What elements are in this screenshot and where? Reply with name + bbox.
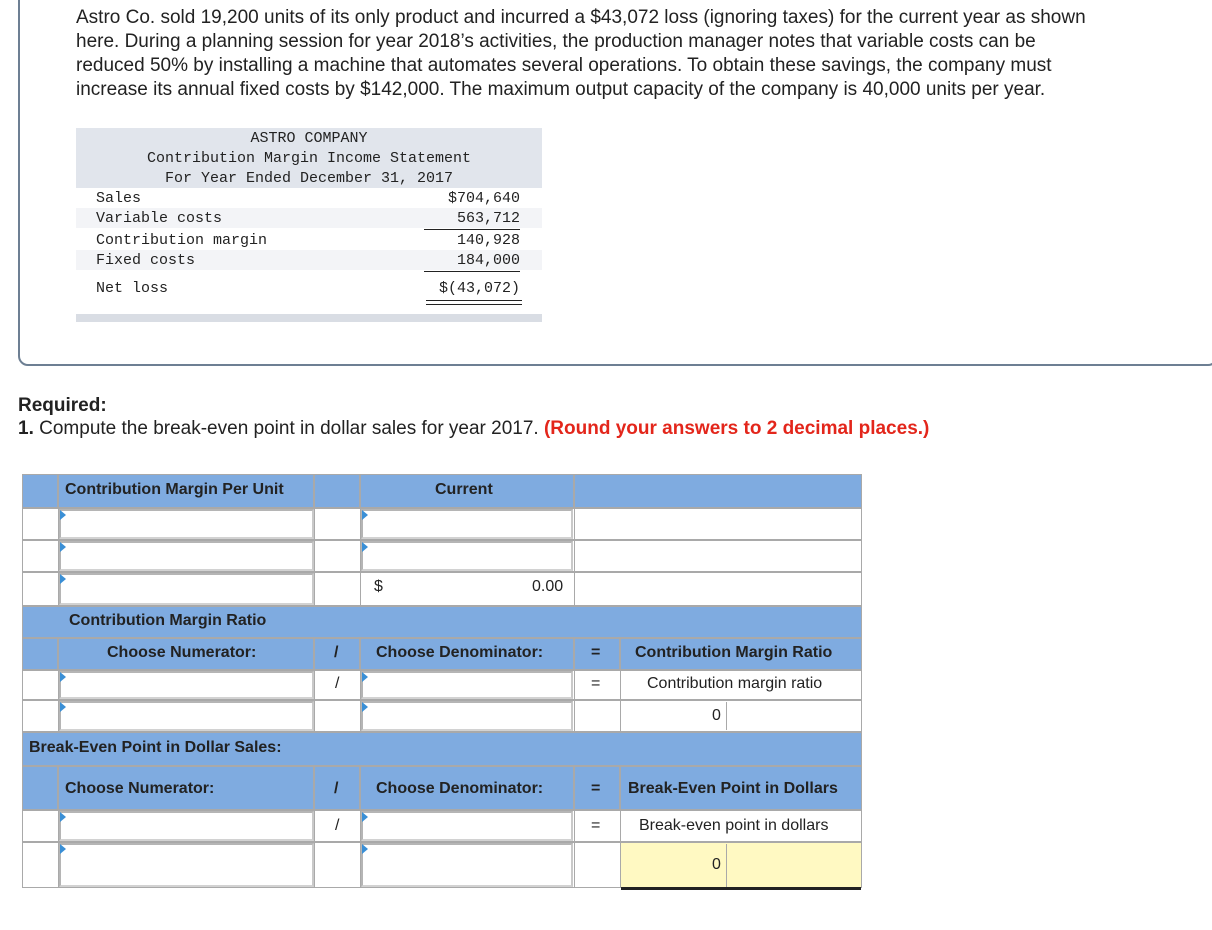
cmr-result-label: Contribution margin ratio xyxy=(647,675,823,692)
equals-symbol: = xyxy=(591,780,601,797)
equals-symbol: = xyxy=(591,675,601,692)
be-section-title: Break-Even Point in Dollar Sales: xyxy=(29,739,282,756)
statement-footer xyxy=(76,314,542,322)
col-divider xyxy=(574,670,575,732)
col-divider xyxy=(574,508,575,606)
be-result-header: Break-Even Point in Dollars xyxy=(628,780,838,797)
be-numerator-header: Choose Numerator: xyxy=(65,780,215,797)
row-fixed-value: 184,000 xyxy=(424,251,520,272)
answer-table xyxy=(22,474,862,890)
divide-symbol: / xyxy=(335,817,340,834)
row-cm-label: Contribution margin xyxy=(96,232,268,249)
cmr-denominator-select[interactable] xyxy=(361,671,573,699)
be-result-label: Break-even point in dollars xyxy=(639,817,829,834)
problem-line-3: reduced 50% by installing a machine that automates several operations. To obtain these savings, the company must xyxy=(76,55,1052,76)
required-title: Required: xyxy=(18,395,107,416)
required-text: Compute the break-even point in dollar sales for year 2017. xyxy=(33,418,544,439)
double-underline xyxy=(426,300,522,305)
cmpu-header: Contribution Margin Per Unit xyxy=(65,481,284,498)
row-fixed-label: Fixed costs xyxy=(96,252,196,269)
cmpu-total: 0.00 xyxy=(532,578,564,595)
be-numerator-input[interactable] xyxy=(59,843,314,887)
col-divider xyxy=(314,508,315,606)
problem-line-4: increase its annual fixed costs by $142,000. The maximum output capacity of the company is 40,000 units per year. xyxy=(76,79,1046,100)
cmr-result-header: Contribution Margin Ratio xyxy=(635,644,833,661)
row-sales-value: $704,640 xyxy=(447,190,520,207)
required-instruction xyxy=(18,418,929,440)
statement-company: ASTRO COMPANY xyxy=(250,130,368,147)
row-netloss-value: $(43,072) xyxy=(438,280,520,297)
statement-period: For Year Ended December 31, 2017 xyxy=(164,170,454,187)
cmr-section-title: Contribution Margin Ratio xyxy=(69,612,267,629)
problem-line-1: Astro Co. sold 19,200 units of its only product and incurred a $43,072 loss (ignoring taxes) for the current year as shown xyxy=(76,7,1086,28)
header-cell xyxy=(574,474,862,508)
header-cell xyxy=(22,766,58,810)
be-denominator-input[interactable] xyxy=(361,843,573,887)
row-variable-label: Variable costs xyxy=(96,210,223,227)
be-result-cell xyxy=(621,843,861,890)
equals-symbol: = xyxy=(591,644,601,661)
be-denominator-header: Choose Denominator: xyxy=(376,780,544,797)
cmpu-amount-input-1[interactable] xyxy=(361,509,573,539)
cmr-denominator-input[interactable] xyxy=(361,701,573,731)
row-sales-label: Sales xyxy=(96,190,142,207)
statement-title: Contribution Margin Income Statement xyxy=(146,150,472,167)
statement-header xyxy=(76,128,542,188)
row-variable-value: 563,712 xyxy=(424,209,520,230)
problem-text xyxy=(76,6,1196,102)
equals-symbol: = xyxy=(591,817,601,834)
value-divider xyxy=(726,702,727,730)
cmpu-item-select-2[interactable] xyxy=(59,541,314,571)
problem-line-2: here. During a planning session for year 2018’s activities, the production manager notes that variable costs can be xyxy=(76,31,1036,52)
cmpu-item-select-3[interactable] xyxy=(59,573,314,605)
col-divider xyxy=(314,670,315,732)
cmpu-item-select-1[interactable] xyxy=(59,509,314,539)
header-cell xyxy=(314,474,360,508)
cmpu-amount-input-2[interactable] xyxy=(361,541,573,571)
cmr-denominator-header: Choose Denominator: xyxy=(376,644,544,661)
row-cm-value: 140,928 xyxy=(456,232,520,249)
col-divider xyxy=(314,810,315,888)
be-value: 0 xyxy=(712,856,721,873)
cmr-value: 0 xyxy=(712,707,721,724)
row-netloss-label: Net loss xyxy=(96,280,169,297)
value-divider xyxy=(726,844,727,887)
divide-symbol: / xyxy=(335,675,340,692)
col-divider xyxy=(574,810,575,888)
rounding-note: (Round your answers to 2 decimal places.) xyxy=(543,418,930,439)
divide-symbol: / xyxy=(334,644,339,661)
header-cell xyxy=(22,474,58,508)
divide-symbol: / xyxy=(334,780,339,797)
col-divider xyxy=(620,670,621,732)
be-numerator-select[interactable] xyxy=(59,811,314,841)
required-number: 1. xyxy=(18,418,34,439)
income-statement xyxy=(76,128,542,322)
current-header: Current xyxy=(435,481,493,498)
dollar-sign: $ xyxy=(374,578,383,595)
cmr-numerator-header: Choose Numerator: xyxy=(107,644,257,661)
cmr-numerator-input[interactable] xyxy=(59,701,314,731)
be-denominator-select[interactable] xyxy=(361,811,573,841)
cmr-numerator-select[interactable] xyxy=(59,671,314,699)
header-cell xyxy=(22,638,58,670)
